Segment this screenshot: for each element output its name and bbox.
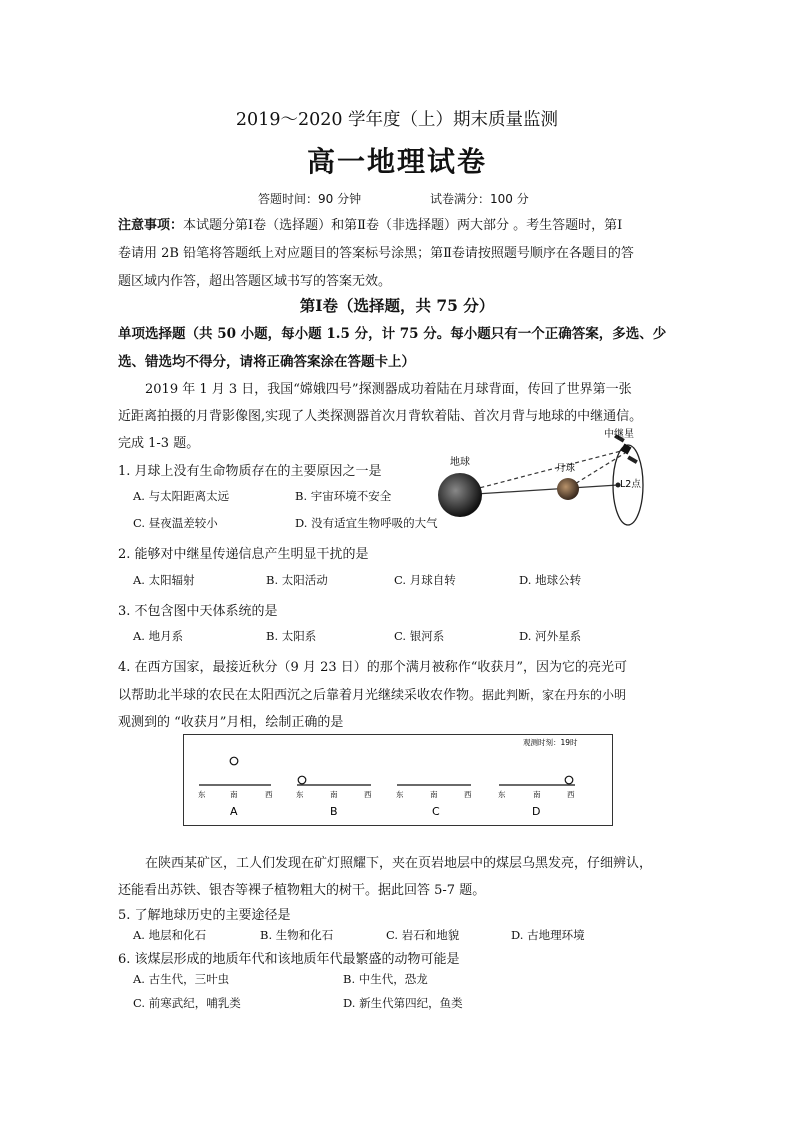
question-2-option-a[interactable]: A. 太阳辐射 — [133, 573, 195, 587]
question-5-stem: 5. 了解地球历史的主要途径是 — [118, 908, 291, 923]
full-score: 试卷满分：100 分 — [430, 192, 529, 206]
section-title: 第Ⅰ卷（选择题，共 75 分） — [299, 296, 495, 315]
question-3-option-b[interactable]: B. 太阳系 — [266, 629, 317, 643]
moon-phase-diagram — [183, 734, 613, 826]
exam-subtitle: 2019～2020 学年度（上）期末质量监测 — [235, 110, 559, 130]
west-label-a: 西 — [265, 790, 273, 799]
question-3-option-d[interactable]: D. 河外星系 — [519, 629, 582, 643]
moon-icon — [557, 478, 579, 500]
section-instructions-2: 选、错选均不得分，请将正确答案涂在答题卡上） — [118, 354, 415, 370]
option-label-a: A — [230, 805, 238, 818]
notice-line-3: 题区域内作答，超出答题区域书写的答案无效。 — [118, 274, 392, 289]
exam-title: 高一地理试卷 — [306, 145, 487, 178]
east-label-c: 东 — [396, 790, 404, 799]
notice-line-2: 卷请用 2B 铅笔将答题纸上对应题目的答案标号涂黑；第Ⅱ卷请按照题号顺序在各题目的答 — [118, 246, 634, 261]
earth-icon — [438, 473, 482, 517]
east-label-d: 东 — [498, 790, 506, 799]
question-3-stem: 3. 不包含图中天体系统的是 — [118, 604, 278, 619]
west-label-b: 西 — [364, 790, 372, 799]
notice-text-1: 本试题分第Ⅰ卷（选择题）和第Ⅱ卷（非选择题）两大部分 。考生答题时，第Ⅰ — [183, 218, 623, 233]
answer-time: 答题时间：90 分钟 — [258, 192, 362, 206]
passage2-line-1: 在陕西某矿区，工人们发现在矿灯照耀下，夹在页岩地层中的煤层乌黑发亮，仔细辨认， — [145, 856, 653, 871]
earth-label: 地球 — [450, 457, 470, 468]
question-6-option-b[interactable]: B. 中生代，恐龙 — [343, 972, 428, 986]
east-label-b: 东 — [296, 790, 304, 799]
question-2-stem: 2. 能够对中继星传递信息产生明显干扰的是 — [118, 547, 369, 562]
passage1-line-3: 完成 1-3 题。 — [118, 436, 200, 451]
passage1-line-2: 近距离拍摄的月背影像图,实现了人类探测器首次月背软着陆、首次月背与地球的中继通信。 — [118, 409, 643, 424]
question-5-option-c[interactable]: C. 岩石和地貌 — [386, 928, 460, 942]
option-label-b: B — [330, 805, 338, 818]
question-1-option-c[interactable]: C. 昼夜温差较小 — [133, 516, 218, 530]
question-1-option-d[interactable]: D. 没有适宜生物呼吸的大气 — [295, 516, 438, 530]
earth-moon-relay-diagram — [420, 425, 670, 535]
east-label-a: 东 — [198, 790, 206, 799]
west-label-d: 西 — [567, 790, 575, 799]
section-instructions-1: 单项选择题（共 50 小题，每小题 1.5 分，计 75 分。每小题只有一个正确答案，多选、少 — [118, 326, 667, 342]
question-6-option-a[interactable]: A. 古生代，三叶虫 — [133, 972, 230, 986]
question-5-option-d[interactable]: D. 古地理环境 — [511, 928, 585, 942]
south-label-c: 南 — [430, 790, 438, 799]
option-label-d: D — [532, 805, 541, 818]
relay-label: 中继星 — [604, 429, 634, 440]
south-label-a: 南 — [230, 790, 238, 799]
question-4-line-1: 4. 在西方国家，最接近秋分（9 月 23 日）的那个满月被称作“收获月”，因为它的亮光可 — [118, 660, 628, 675]
question-3-option-c[interactable]: C. 银河系 — [394, 629, 445, 643]
l2-label: L2点 — [620, 479, 641, 490]
observation-time: 观测时刻：19时 — [523, 738, 578, 747]
question-4-line-2a: 以帮助北半球的农民在太阳西沉之后靠着月光继续采收农作物。 — [118, 688, 483, 703]
passage1-line-1: 2019 年 1 月 3 日，我国“嫦娥四号”探测器成功着陆在月球背面，传回了世界第一张 — [145, 382, 632, 397]
question-4-line-2 — [118, 684, 626, 703]
passage2-line-2: 还能看出苏铁、银杏等裸子植物粗大的树干。据此回答 5-7 题。 — [118, 883, 486, 898]
moon-label: 月球 — [556, 463, 576, 474]
notice-label: 注意事项： — [118, 218, 184, 233]
question-4-line-3: 观测到的 “收获月”月相，绘制正确的是 — [118, 715, 344, 730]
notice-line-1 — [118, 214, 622, 233]
west-label-c: 西 — [464, 790, 472, 799]
question-2-option-b[interactable]: B. 太阳活动 — [266, 573, 328, 587]
option-label-c: C — [432, 805, 440, 818]
south-label-d: 南 — [533, 790, 541, 799]
south-label-b: 南 — [330, 790, 338, 799]
question-3-option-a[interactable]: A. 地月系 — [133, 629, 184, 643]
question-1-stem: 1. 月球上没有生命物质存在的主要原因之一是 — [118, 464, 382, 479]
question-5-option-a[interactable]: A. 地层和化石 — [133, 928, 207, 942]
question-1-option-a[interactable]: A. 与太阳距离太远 — [133, 489, 230, 503]
question-1-option-b[interactable]: B. 宇宙环境不安全 — [295, 489, 392, 503]
question-2-option-c[interactable]: C. 月球自转 — [394, 573, 456, 587]
question-5-option-b[interactable]: B. 生物和化石 — [260, 928, 334, 942]
question-6-option-c[interactable]: C. 前寒武纪，哺乳类 — [133, 996, 241, 1010]
question-2-option-d[interactable]: D. 地球公转 — [519, 573, 582, 587]
question-6-option-d[interactable]: D. 新生代第四纪，鱼类 — [343, 996, 463, 1010]
question-4-line-2b: 据此判断，家在丹东的小明 — [482, 688, 627, 702]
question-6-stem: 6. 该煤层形成的地质年代和该地质年代最繁盛的动物可能是 — [118, 952, 460, 967]
